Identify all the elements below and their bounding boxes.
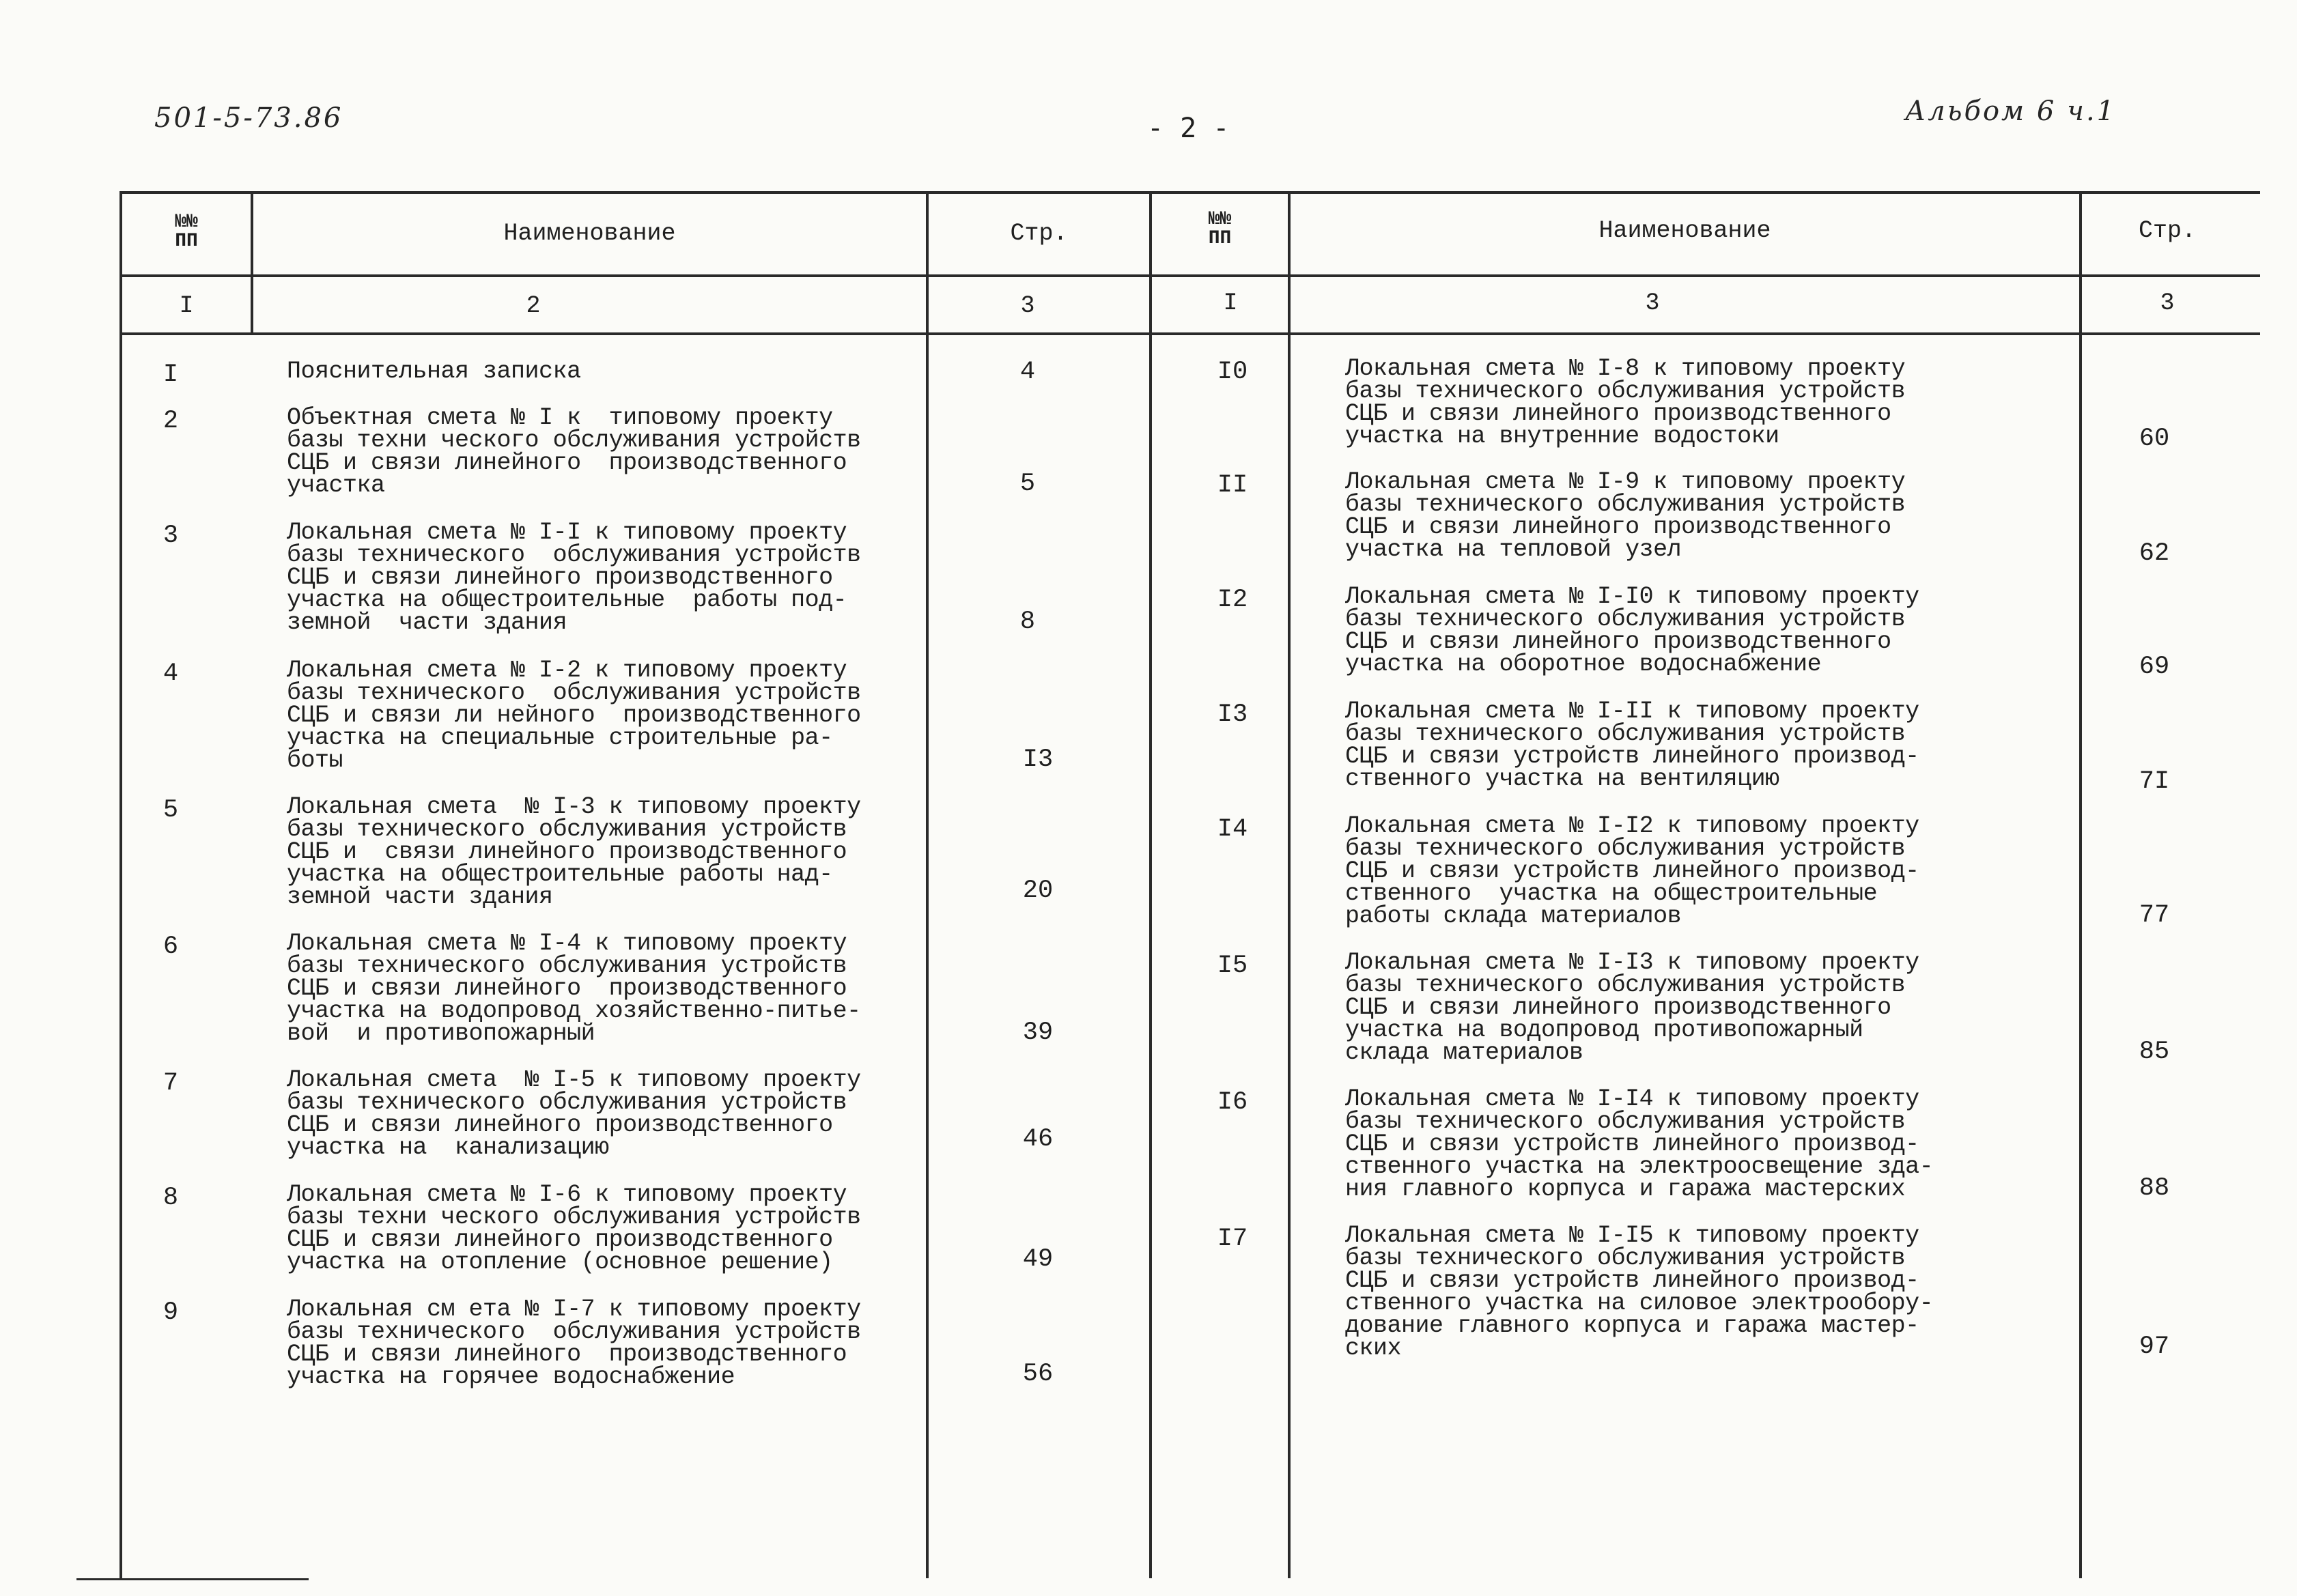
colnum-left-1: I [179,292,194,319]
row-number: I5 [1217,952,1248,980]
row-number: 5 [163,796,179,825]
row-number: I [163,360,179,389]
colnum-right-3: 3 [2160,289,2175,317]
row-number: 3 [163,522,179,550]
row-number: I2 [1217,586,1248,614]
row-page: 39 [1022,1018,1054,1047]
row-number: I6 [1217,1088,1248,1117]
row-page: 20 [1022,877,1054,905]
row-number: II [1217,471,1248,500]
album-label: Альбом 6 ч.1 [1905,96,2117,127]
header-page-right: Стр. [2138,217,2196,244]
row-page: 60 [2139,425,2170,453]
row-name: Локальная смета № I-I5 к типовому проекту базы технического обслуживания устройств СЦБ и связи устройств линейного производ- ственного участка на силовое электрообору- дование главного корпуса и гаража мастер- ских [1345,1222,1934,1362]
row-number: 8 [163,1184,179,1212]
row-number: 2 [163,407,179,436]
row-page: 69 [2139,653,2170,681]
row-page: 5 [1019,470,1036,498]
row-number: I7 [1217,1225,1248,1253]
row-name: Локальная смета № I-8 к типовому проекту базы технического обслуживания устройств СЦБ и связи линейного производственного участка на внутренние водостоки [1345,355,1906,450]
row-name: Локальная смета № I-I3 к типовому проекту базы технического обслуживания устройств СЦБ и связи линейного производственного участка на водопровод противопожарный склада материалов [1345,949,1919,1066]
row-page: 8 [1019,608,1036,636]
row-name: Локальная смета № I-2 к типовому проекту базы технического обслуживания устройств СЦБ и связи ли нейного производственного участка на специальные строительные ра- боты [287,657,861,774]
row-number: I4 [1217,815,1248,844]
row-page: I3 [1022,745,1054,774]
row-name: Локальная смета № I-9 к типовому проекту базы технического обслуживания устройств СЦБ и связи линейного производственного участка на тепловой узел [1345,468,1906,563]
row-page: 97 [2139,1333,2170,1361]
row-name: Локальная смета № I-I4 к типовому проекту базы технического обслуживания устройств СЦБ и связи устройств линейного производ- ственного участка на электроосвещение зда- ния главного корпуса и гаража мастерских [1345,1085,1934,1203]
v-line-5 [1288,191,1291,1578]
row-page: 62 [2139,539,2170,568]
header-separator [119,274,2260,277]
row-name: Локальная см ета № I-7 к типовому проекту базы технического обслуживания устройств СЦБ и связи линейного производственного участка на горячее водоснабжение [287,1296,861,1391]
row-name: Локальная смета № I-5 к типовому проекту базы технического обслуживания устройств СЦБ и связи линейного производственного участка на канализацию [287,1066,861,1161]
column-number-separator [119,332,2260,335]
row-name: Локальная смета № I-I к типовому проекту базы технического обслуживания устройств СЦБ и связи линейного производственного участка на общестроительные работы под- земной части здания [287,519,861,636]
colnum-right-1: I [1223,289,1238,317]
row-page: 4 [1019,358,1036,386]
row-name: Локальная смета № I-3 к типовому проекту базы технического обслуживания устройств СЦБ и связи линейного производственного участка на общестроительные работы над- земной части здания [287,793,861,911]
v-line-6 [2079,191,2082,1578]
row-number: I3 [1217,700,1248,729]
row-name: Локальная смета № I-I2 к типовому проекту базы технического обслуживания устройств СЦБ и связи устройств линейного производ- ственного участка на общестроительные работы склада материалов [1345,812,1919,930]
row-page: 85 [2139,1038,2170,1066]
v-line-1 [119,191,122,1578]
row-page: 46 [1022,1125,1054,1154]
document-code: 501-5-73.86 [154,102,343,134]
bottom-stub [76,1578,309,1580]
header-number-right: №№ ПП [1208,209,1232,249]
row-name: Объектная смета № I к типовому проекту базы техни ческого обслуживания устройств СЦБ и связи линейного производственного участка [287,404,861,499]
row-number: 4 [163,659,179,688]
row-number: 9 [163,1298,179,1327]
row-number: 7 [163,1069,179,1098]
row-page: 88 [2139,1174,2170,1203]
v-line-4 [1149,191,1152,1578]
header-page-left: Стр. [1010,220,1068,247]
v-line-3 [926,191,929,1578]
colnum-left-3: 3 [1020,292,1035,319]
row-number: I0 [1217,358,1248,386]
row-page: 56 [1022,1360,1054,1388]
header-name-right: Наименование [1598,217,1771,244]
header-name-left: Наименование [503,220,676,247]
colnum-right-2: 3 [1645,289,1660,317]
row-page: 49 [1022,1245,1054,1274]
row-name: Локальная смета № I-II к типовому проекту базы технического обслуживания устройств СЦБ и связи устройств линейного производ- ственного участка на вентиляцию [1345,698,1919,793]
row-name: Локальная смета № I-I0 к типовому проекту базы технического обслуживания устройств СЦБ и связи линейного производственного участка на оборотное водоснабжение [1345,583,1919,678]
row-name: Пояснительная записка [287,358,581,385]
header-number-left: №№ ПП [175,212,198,252]
top-border [119,191,2260,194]
row-page: 7I [2139,767,2170,796]
row-number: 6 [163,932,179,961]
row-page: 77 [2139,901,2170,930]
row-name: Локальная смета № I-4 к типовому проекту базы технического обслуживания устройств СЦБ и связи линейного производственного участка на водопровод хозяйственно-питье- вой и противопожарный [287,930,861,1047]
colnum-left-2: 2 [526,292,541,319]
row-name: Локальная смета № I-6 к типовому проекту базы техни ческого обслуживания устройств СЦБ и связи линейного производственного участка на отопление (основное решение) [287,1181,861,1276]
page-number: - 2 - [1147,113,1230,144]
